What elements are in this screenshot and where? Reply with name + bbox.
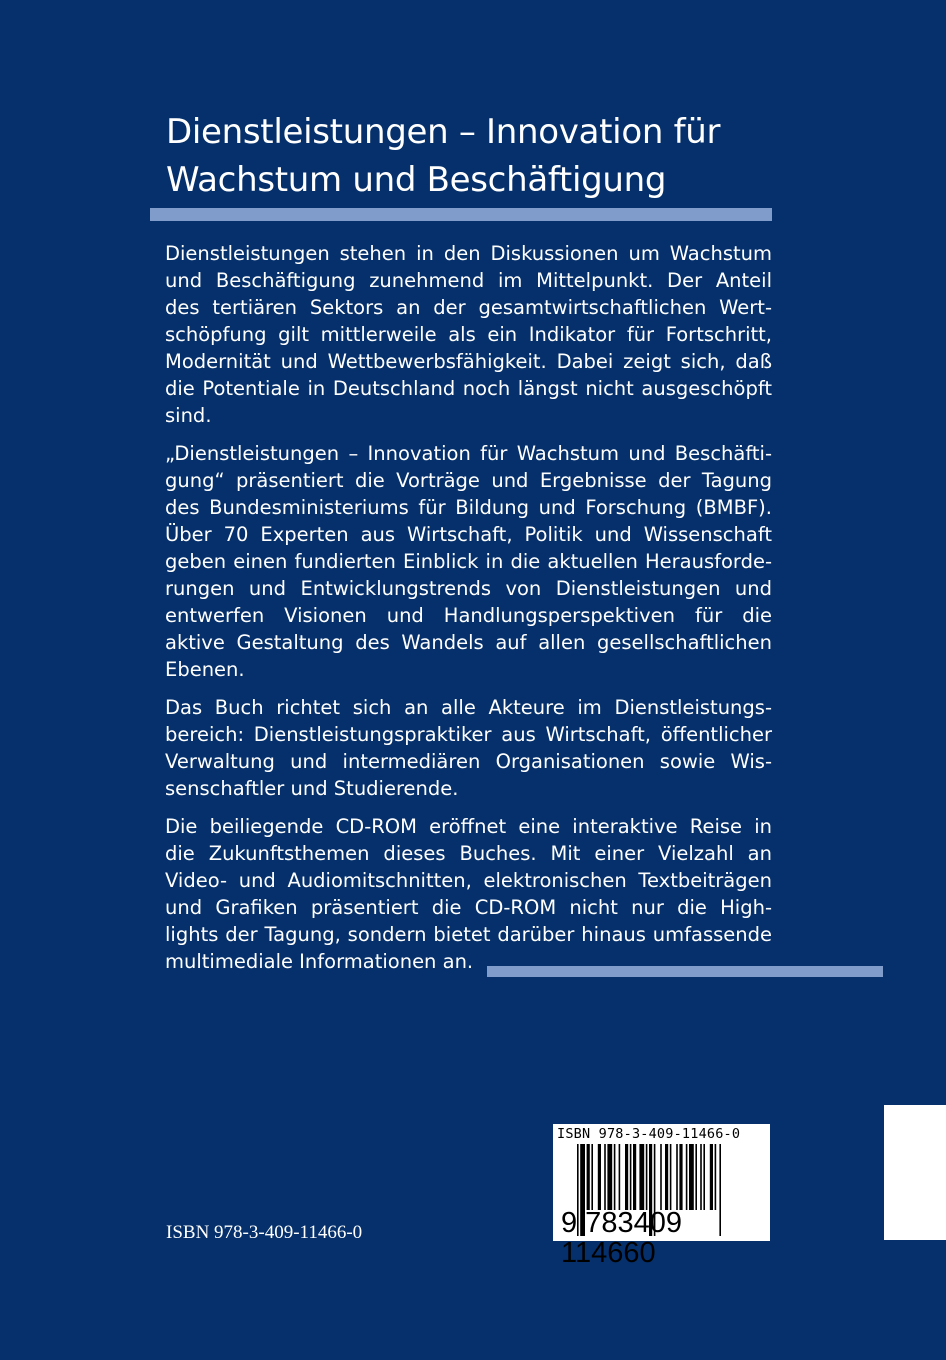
text-line: und Grafiken präsentiert die CD-ROM nicht nur die High- xyxy=(165,896,772,919)
text-line: schöpfung gilt mittlerweile als ein Indikator für Fortschritt, xyxy=(165,323,772,346)
barcode-bar xyxy=(646,1144,648,1210)
blurb-text xyxy=(165,240,772,986)
text-line: „Dienstleistungen – Innovation für Wachstum und Beschäfti- xyxy=(165,442,772,465)
barcode-bar xyxy=(625,1144,628,1210)
text-line: Verwaltung und intermediären Organisationen sowie Wis- xyxy=(165,750,772,773)
barcode-bar xyxy=(715,1144,717,1210)
white-label-box xyxy=(884,1105,946,1240)
cover-title xyxy=(166,108,720,204)
text-line: Das Buch richtet sich an alle Akteure im Dienstleistungs- xyxy=(165,696,772,719)
barcode-bar xyxy=(660,1144,662,1210)
text-line: Die beiliegende CD-ROM eröffnet eine interaktive Reise in xyxy=(165,815,772,838)
text-line: Dienstleistungen stehen in den Diskussionen um Wachstum xyxy=(165,242,772,265)
bottom-accent-bar xyxy=(487,966,883,977)
barcode-bar xyxy=(614,1144,616,1210)
text-line: und Beschäftigung zunehmend im Mittelpunkt. Der Anteil xyxy=(165,269,772,292)
paragraph xyxy=(165,694,772,802)
text-line: Video- und Audiomitschnitten, elektronischen Textbeiträgen xyxy=(165,869,772,892)
text-line: sind. xyxy=(165,404,212,427)
text-line: geben einen fundierten Einblick in die aktuellen Herausforde- xyxy=(165,550,772,573)
barcode-bar xyxy=(607,1144,612,1210)
barcode-bar xyxy=(587,1144,590,1210)
barcode-bar xyxy=(670,1144,672,1210)
title-line-2: Wachstum und Beschäftigung xyxy=(166,160,667,200)
text-line: Modernität und Wettbewerbsfähigkeit. Dabei zeigt sich, daß xyxy=(165,350,772,373)
text-line: des tertiären Sektors an der gesamtwirtschaftlichen Wert- xyxy=(165,296,772,319)
isbn-number: ISBN 978-3-409-11466-0 xyxy=(166,1222,363,1243)
text-line: die Zukunftsthemen dieses Buches. Mit einer Vielzahl an xyxy=(165,842,772,865)
text-line: Ebenen. xyxy=(165,658,245,681)
barcode-bar xyxy=(633,1144,636,1210)
isbn-barcode xyxy=(553,1124,770,1269)
title-accent-bar xyxy=(150,208,772,221)
barcode-bar xyxy=(686,1144,688,1210)
text-line: bereich: Dienstleistungspraktiker aus Wirtschaft, öffentlicher xyxy=(165,723,772,746)
text-line: Über 70 Experten aus Wirtschaft, Politik und Wissenschaft xyxy=(165,523,772,546)
barcode-bar xyxy=(604,1144,606,1210)
barcode-bar xyxy=(676,1144,678,1210)
text-line: aktive Gestaltung des Wandels auf allen gesellschaftlichen xyxy=(165,631,772,654)
barcode-bar xyxy=(665,1144,668,1210)
text-line: multimediale Informationen an. xyxy=(165,950,474,973)
barcode-isbn-text: ISBN 978-3-409-11466-0 xyxy=(557,1126,741,1142)
text-line: lights der Tagung, sondern bietet darüber hinaus umfassende xyxy=(165,923,772,946)
barcode-bar xyxy=(695,1144,697,1210)
title-line-1: Dienstleistungen – Innovation für xyxy=(166,112,721,152)
barcode-bar xyxy=(700,1144,702,1210)
barcode-bar xyxy=(703,1144,705,1210)
barcode-bar xyxy=(598,1144,601,1210)
barcode-bar xyxy=(619,1144,621,1210)
barcode-bar xyxy=(639,1144,644,1210)
barcode-bar xyxy=(630,1144,632,1210)
text-line: rungen und Entwicklungstrends von Dienstleistungen und xyxy=(165,577,772,600)
paragraph xyxy=(165,813,772,975)
paragraph xyxy=(165,240,772,429)
text-line: des Bundesministeriums für Bildung und Forschung (BMBF). xyxy=(165,496,772,519)
barcode-bar xyxy=(710,1144,713,1210)
barcode-bar xyxy=(591,1144,593,1210)
text-line: gung“ präsentiert die Vorträge und Ergebnisse der Tagung xyxy=(165,469,772,492)
barcode-bar xyxy=(679,1144,682,1210)
paragraph xyxy=(165,440,772,683)
text-line: entwerfen Visionen und Handlungsperspektiven für die xyxy=(165,604,772,627)
text-line: senschaftler und Studierende. xyxy=(165,777,459,800)
text-line: die Potentiale in Deutschland noch längst nicht ausgeschöpft xyxy=(165,377,772,400)
barcode-bar xyxy=(689,1144,694,1210)
barcode-digits: 9 783409 114660 xyxy=(561,1207,682,1269)
